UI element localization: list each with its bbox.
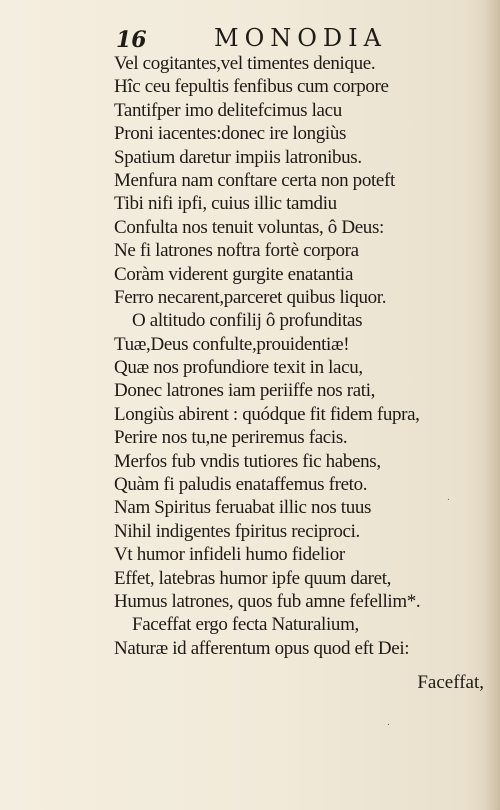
text-line: Vel cogitantes,vel timentes denique. bbox=[114, 53, 376, 74]
text-line: Confulta nos tenuit voluntas, ô Deus: bbox=[114, 216, 384, 238]
text-line: Proni iacentes:donec ire longiùs bbox=[114, 123, 347, 145]
text-line: O altitudo confilij ô profunditas bbox=[132, 310, 363, 332]
text-line: Menfura nam conftare certa non poteft bbox=[114, 169, 395, 191]
catchword: Faceffat, bbox=[417, 672, 484, 693]
text-line: Hîc ceu fepultis fenfibus cum corpore bbox=[114, 76, 389, 98]
running-head: MONODIA bbox=[214, 24, 387, 52]
text-line: Tuæ,Deus confulte,prouidentiæ! bbox=[114, 333, 350, 355]
text-line: Perire nos tu,ne periremus facis. bbox=[114, 427, 348, 449]
ink-speck: . bbox=[387, 718, 390, 728]
text-line: Vt humor infideli humo fidelior bbox=[114, 544, 345, 566]
text-line: Coràm viderent gurgite enatantia bbox=[114, 263, 354, 285]
poem-text bbox=[114, 52, 488, 660]
text-line: Nam Spiritus feruabat illic nos tuus bbox=[114, 497, 372, 519]
text-line: Spatium daretur impiis latronibus. bbox=[114, 146, 362, 168]
text-line: Tantifper imo delitefcimus lacu bbox=[114, 99, 342, 121]
text-line: Naturæ id afferentum opus quod eft Dei: bbox=[114, 637, 410, 659]
text-line: Donec latrones iam periiffe nos rati, bbox=[114, 380, 376, 402]
text-line: Ferro necarent,parceret quibus liquor. bbox=[114, 286, 387, 308]
text-line: Faceffat ergo fecta Naturalium, bbox=[132, 614, 359, 636]
text-line: Longiùs abirent : quódque fit fidem fupra, bbox=[114, 403, 420, 425]
page-number: 16 bbox=[116, 27, 147, 53]
text-line: Quæ nos profundiore texit in lacu, bbox=[114, 357, 363, 379]
text-line: Merfos fub vndis tutiores fic habens, bbox=[114, 450, 381, 472]
text-line: Ne fi latrones noftra fortè corpora bbox=[114, 240, 359, 262]
ink-speck: . bbox=[447, 493, 450, 503]
text-line: Effet, latebras humor ipfe quum daret, bbox=[114, 567, 392, 589]
text-line: Humus latrones, quos fub amne fefellim*. bbox=[114, 590, 421, 612]
text-line: Tibi nifi ipfi, cuius illic tamdiu bbox=[114, 193, 337, 215]
text-line: Nihil indigentes fpiritus reciproci. bbox=[114, 520, 360, 542]
text-line: Quàm fi paludis enataffemus freto. bbox=[114, 474, 368, 496]
